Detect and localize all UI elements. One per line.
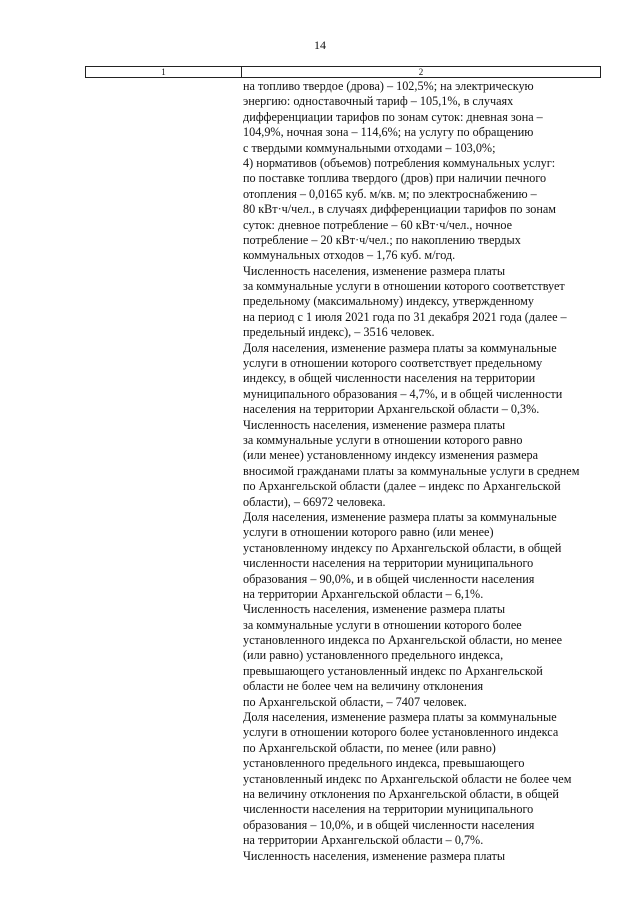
text-line: Численность населения, изменение размера платы — [243, 263, 506, 278]
text-line: коммунальных отходов – 1,76 куб. м/год. — [243, 248, 456, 263]
text-line: за коммунальные услуги в отношении которого соответствует — [243, 279, 565, 294]
text-line: предельный индекс), – 3516 человек. — [243, 325, 435, 340]
text-line: установленному индексу по Архангельской области, в общей — [243, 540, 562, 555]
text-line: на территории Архангельской области – 6,1%. — [243, 586, 484, 601]
text-line: предельному (максимальному) индексу, утвержденному — [243, 294, 534, 309]
text-line: муниципального образования – 4,7%, и в общей численности — [243, 386, 563, 401]
text-line: на топливо твердое (дрова) – 102,5%; на электрическую — [243, 79, 534, 93]
text-line: области не более чем на величину отклонения — [243, 679, 484, 694]
text-line: 80 кВт·ч/чел., в случаях дифференциации тарифов по зонам — [243, 202, 557, 217]
text-line: суток: дневное потребление – 60 кВт·ч/чел., ночное — [243, 217, 513, 232]
text-line: на территории Архангельской области – 0,7%. — [243, 833, 484, 848]
text-line: Доля населения, изменение размера платы за коммунальные — [243, 710, 557, 725]
text-line: энергию: одноставочный тариф – 105,1%, в случаях — [243, 94, 514, 109]
text-line: вносимой гражданами платы за коммунальные услуги в среднем — [243, 463, 580, 478]
text-line: образования – 90,0%, и в общей численности населения — [243, 571, 535, 586]
text-line: 104,9%, ночная зона – 114,6%; на услугу по обращению — [243, 125, 534, 140]
text-line: на величину отклонения по Архангельской области, в общей — [243, 786, 559, 801]
text-line: установленного индекса по Архангельской области, но менее — [243, 633, 562, 648]
text-line: 4) нормативов (объемов) потребления коммунальных услуг: — [243, 155, 556, 170]
text-line: установленный индекс по Архангельской области не более чем — [243, 771, 572, 786]
text-line: услуги в отношении которого равно (или менее) — [243, 525, 494, 540]
text-line: Доля населения, изменение размера платы за коммунальные — [243, 340, 557, 355]
text-line: (или менее) установленному индексу изменения размера — [243, 448, 538, 463]
text-line: установленного предельного индекса, превышающего — [243, 756, 525, 771]
text-line: отопления – 0,0165 куб. м/кв. м; по электроснабжению – — [243, 186, 537, 201]
text-line: Численность населения, изменение размера платы — [243, 848, 506, 863]
text-line: численности населения на территории муниципального — [243, 556, 534, 571]
text-line: Численность населения, изменение размера платы — [243, 602, 506, 617]
text-line: Численность населения, изменение размера платы — [243, 417, 506, 432]
text-line: населения на территории Архангельской области – 0,3%. — [243, 402, 540, 417]
document-body-text — [243, 79, 615, 864]
text-line: образования – 10,0%, и в общей численности населения — [243, 817, 535, 832]
text-line: (или равно) установленного предельного индекса, — [243, 648, 504, 663]
page-number: 14 — [314, 38, 326, 52]
text-line: области), – 66972 человека. — [243, 494, 386, 509]
text-line: по Архангельской области, по менее (или равно) — [243, 740, 496, 755]
text-line: превышающего установленный индекс по Архангельской — [243, 663, 543, 678]
text-line: услуги в отношении которого более установленного индекса — [243, 725, 559, 740]
text-line: Доля населения, изменение размера платы за коммунальные — [243, 509, 557, 524]
text-line: по Архангельской области (далее – индекс по Архангельской — [243, 479, 561, 494]
table-header-col-2: 2 — [418, 67, 424, 77]
text-line: с твердыми коммунальными отходами – 103,0%; — [243, 140, 496, 155]
text-line: на период с 1 июля 2021 года по 31 декабря 2021 года (далее – — [243, 309, 567, 324]
table-header-col-1: 1 — [86, 67, 242, 77]
text-line: по поставке топлива твердого (дров) при наличии печного — [243, 171, 547, 186]
text-line: дифференциации тарифов по зонам суток: дневная зона – — [243, 109, 543, 124]
text-line: по Архангельской области, – 7407 человек. — [243, 694, 467, 709]
text-line: потребление – 20 кВт·ч/чел.; по накоплению твердых — [243, 232, 521, 247]
text-line: услуги в отношении которого соответствует предельному — [243, 356, 543, 371]
text-line: за коммунальные услуги в отношении которого равно — [243, 432, 523, 447]
text-line: за коммунальные услуги в отношении которого более — [243, 617, 522, 632]
table-header-row — [85, 66, 601, 78]
text-line: численности населения на территории муниципального — [243, 802, 534, 817]
text-line: индексу, в общей численности населения на территории — [243, 371, 536, 386]
